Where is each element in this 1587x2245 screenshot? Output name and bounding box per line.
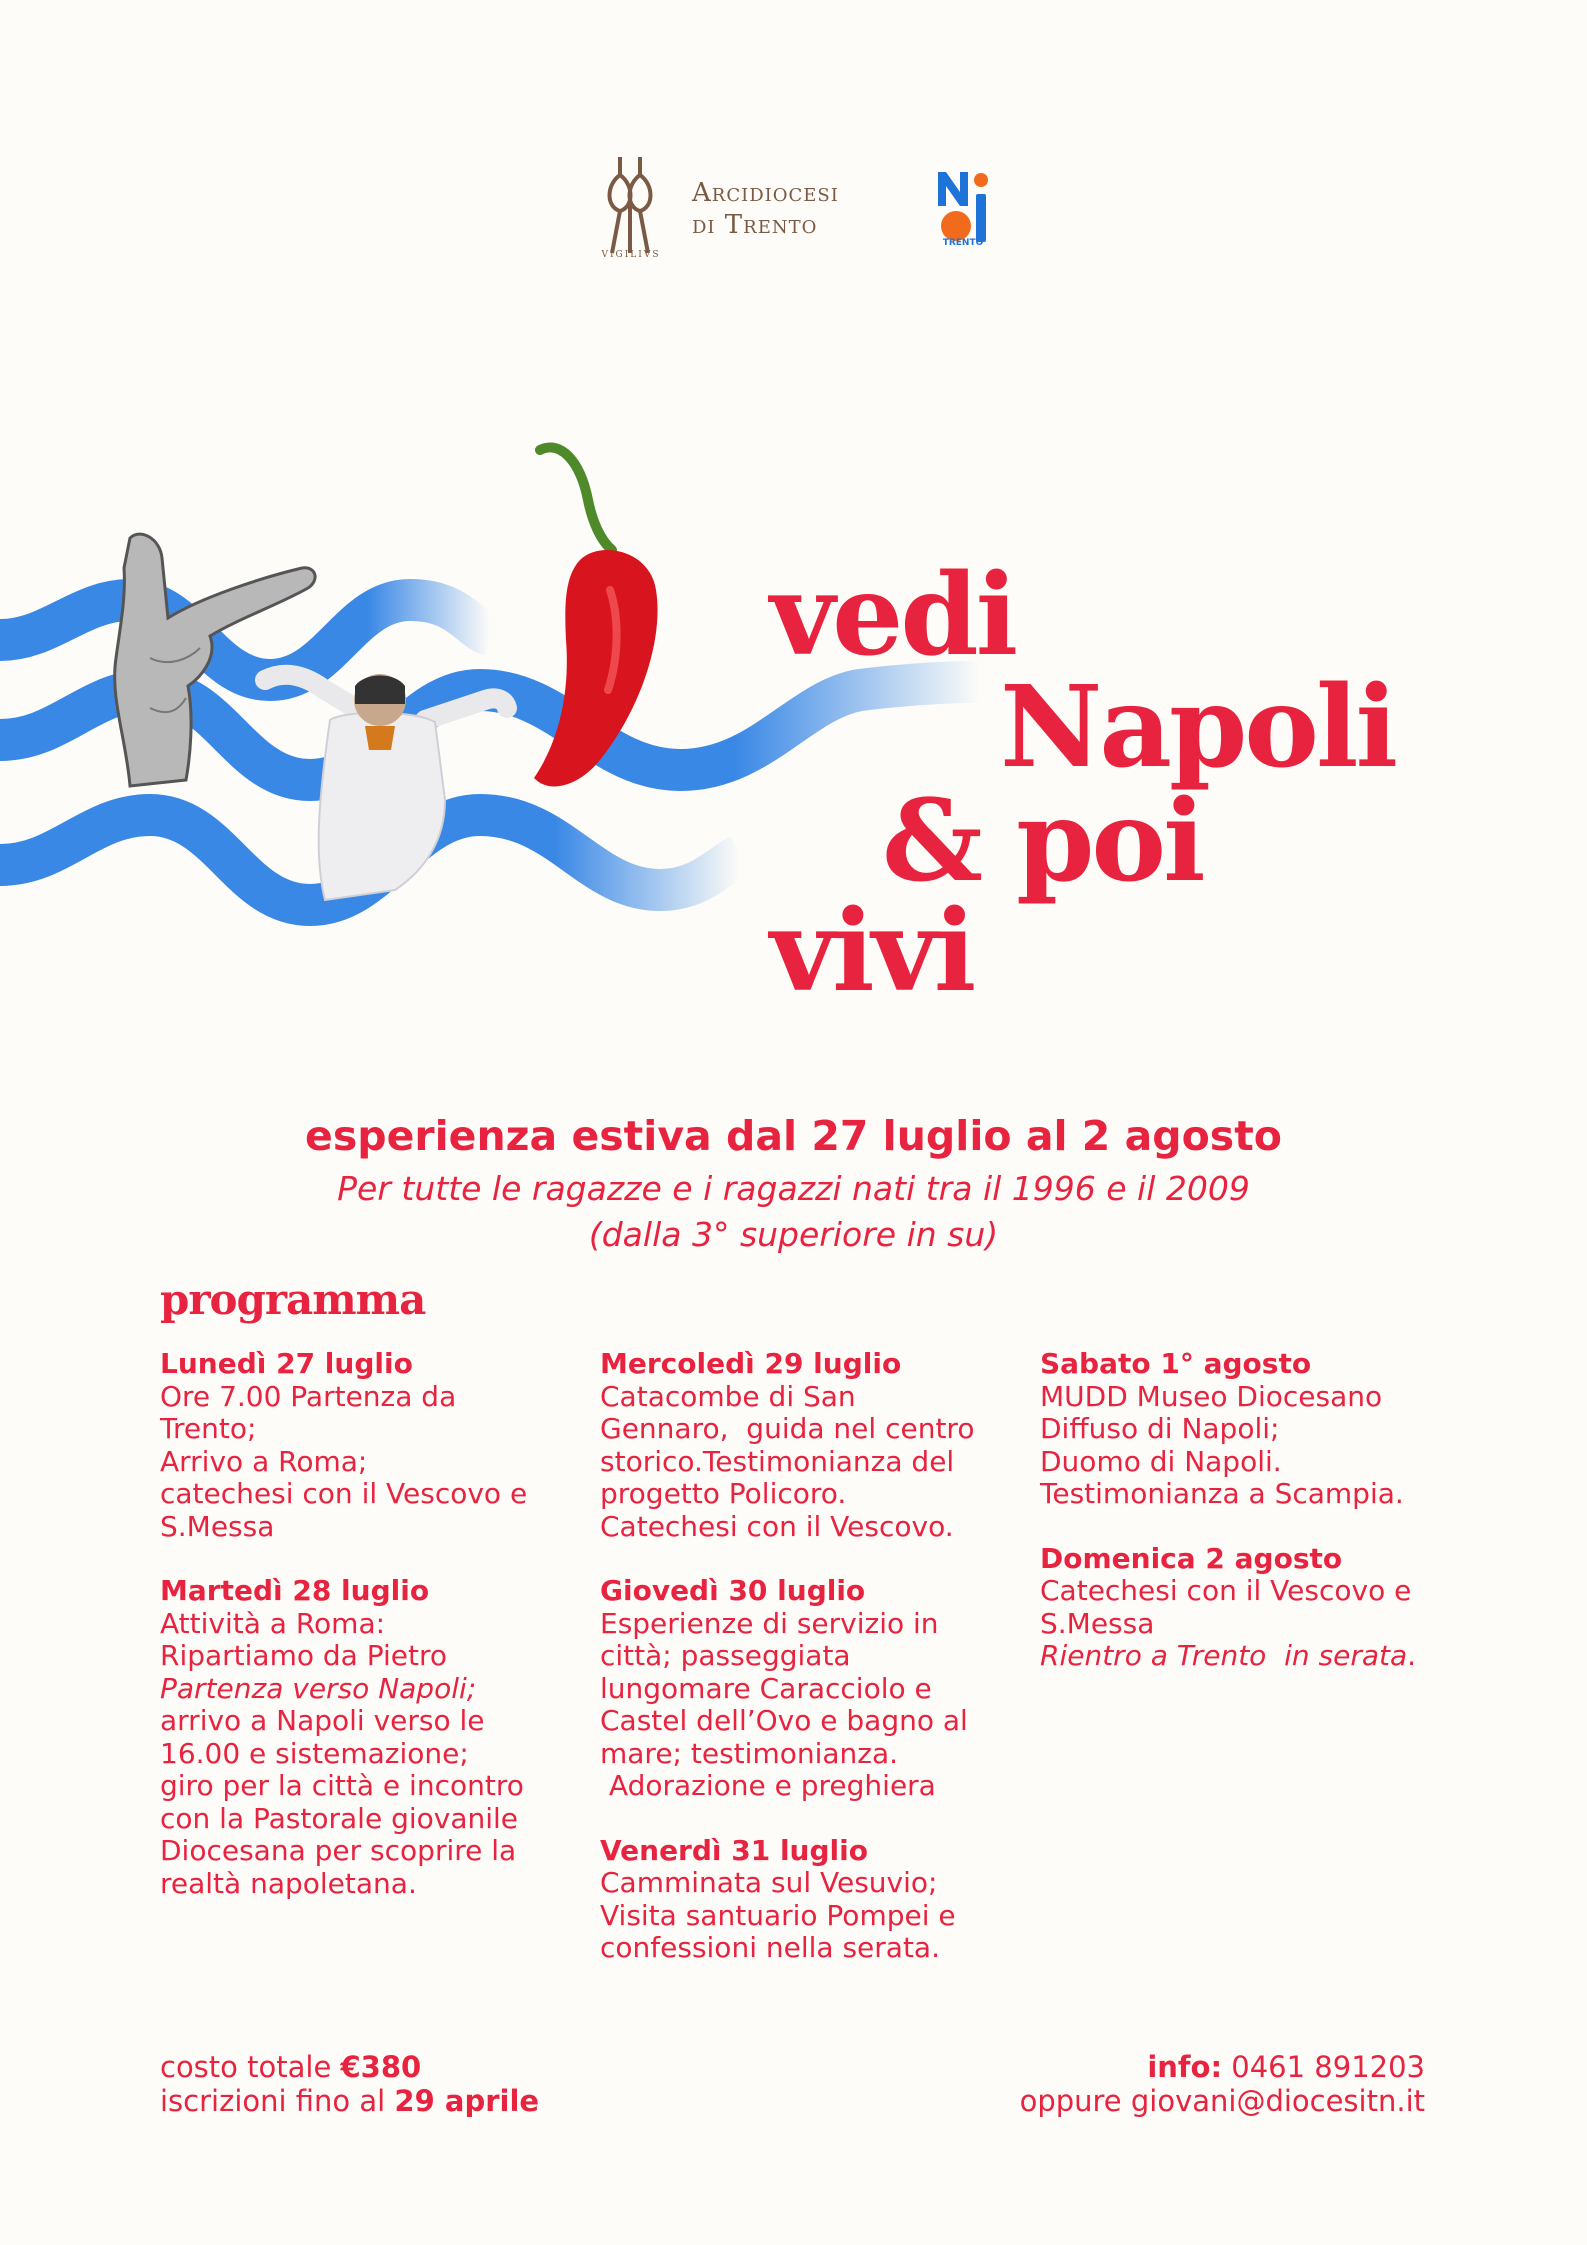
pulcinella-figure-image [235,660,525,920]
deadline-value: 29 aprile [394,2084,540,2118]
phone-number[interactable]: 0461 891203 [1222,2050,1425,2084]
org-name-line2: di Trento [692,210,818,240]
day-monday [160,1348,580,1543]
day-line: S.Messa [160,1509,275,1543]
return-text: Rientro a Trento in serata [1040,1639,1408,1672]
day-heading: Venerdì 31 luglio [600,1833,868,1867]
day-line: 16.00 e sistemazione; [160,1736,469,1770]
contact-info [1020,2050,1425,2118]
org-name-line1: Arcidiocesi [692,178,839,208]
day-line: Ripartiamo da Pietro [160,1639,448,1672]
return-text-period: . [1407,1639,1417,1672]
day-line: confessioni nella serata. [600,1931,940,1964]
title-word-vedi: vedi [770,550,1016,681]
day-heading: Domenica 2 agosto [1040,1541,1343,1575]
day-line: Duomo di Napoli. [1040,1444,1282,1478]
day-line: Castel dell’Ovo e bagno al [600,1704,968,1737]
day-line: Camminata sul Vesuvio; [600,1866,938,1899]
day-heading: Lunedì 27 luglio [160,1347,413,1380]
day-heading: Martedì 28 luglio [160,1574,430,1607]
day-line: Diffuso di Napoli; [1040,1412,1280,1445]
day-line: Partenza verso Napoli; [160,1671,477,1705]
programme-column-2 [600,1348,1020,1997]
day-line: Adorazione e preghiera [600,1769,936,1802]
day-sunday [1040,1543,1460,1673]
deadline-line [160,2084,539,2118]
day-line: Catacombe di San [600,1379,856,1413]
day-line: mare; testimonianza. [600,1736,899,1770]
day-line: Gennaro, guida nel centro [600,1412,975,1445]
phone-line [1020,2050,1425,2084]
cost-info [160,2050,539,2118]
day-line: Diocesana per scoprire la [160,1834,517,1867]
day-saturday [1040,1348,1460,1511]
deadline-label: iscrizioni fino al [160,2084,395,2118]
day-friday [600,1835,1020,1965]
audience-line2: (dalla 3° superiore in su) [588,1215,999,1254]
day-line [1040,1640,1460,1673]
cost-value: €380 [340,2050,422,2084]
day-line: lungomare Caracciolo e [600,1671,932,1705]
audience-line1: Per tutte le ragazze e i ragazzi nati tra il 1996 e il 2009 [337,1169,1250,1208]
day-line: Attività a Roma: [160,1606,386,1640]
day-line: Catechesi con il Vescovo e [1040,1574,1412,1607]
vigilius-logo-icon [598,155,662,265]
day-thursday [600,1575,1020,1803]
title-word-napoli: Napoli [1000,662,1396,793]
red-chili-pepper-image [500,440,670,800]
day-line: realtà napoletana. [160,1866,417,1900]
day-line: arrivo a Napoli verso le [160,1704,485,1737]
day-line: Testimonianza a Scampia. [1040,1477,1404,1510]
day-heading: Giovedì 30 luglio [600,1574,866,1607]
programme-title: programma [160,1275,426,1324]
title-word-vivi: vivi [770,886,974,1017]
day-line: Esperienze di servizio in [600,1606,939,1640]
day-line: con la Pastorale giovanile [160,1801,519,1835]
event-subtitle: esperienza estiva dal 27 luglio al 2 agosto [305,1112,1282,1160]
vigilius-logo-text: VIGILIVS [601,250,661,260]
day-heading: Mercoledì 29 luglio [600,1347,902,1380]
noi-trento-logo-text: TRENTO [942,238,984,248]
day-line: S.Messa [1040,1606,1155,1640]
cost-line [160,2050,539,2084]
day-line: progetto Policoro. [600,1477,847,1510]
day-wednesday [600,1348,1020,1543]
day-line: catechesi con il Vescovo e [160,1477,528,1510]
day-tuesday [160,1575,580,1900]
programme-column-3 [1040,1348,1460,1705]
programme-column-1 [160,1348,580,1932]
day-line: Ore 7.00 Partenza da [160,1379,457,1413]
email-line[interactable]: oppure giovani@diocesitn.it [1019,2084,1425,2118]
cost-label: costo totale [160,2050,341,2084]
info-label: info: [1147,2050,1223,2084]
day-line: Trento; [160,1412,257,1445]
title-word-poi: & poi [882,776,1203,907]
day-line: città; passeggiata [600,1639,851,1672]
day-line: Catechesi con il Vescovo. [600,1509,954,1543]
day-line: storico.Testimonianza del [600,1444,955,1478]
day-line: giro per la città e incontro [160,1769,524,1802]
day-line: Arrivo a Roma; [160,1444,368,1478]
day-heading: Sabato 1° agosto [1040,1347,1312,1380]
day-line: Visita santuario Pompei e [600,1898,956,1932]
noi-trento-logo-icon [934,168,992,246]
audience-text [0,1166,1587,1258]
day-line: MUDD Museo Diocesano [1040,1379,1383,1413]
